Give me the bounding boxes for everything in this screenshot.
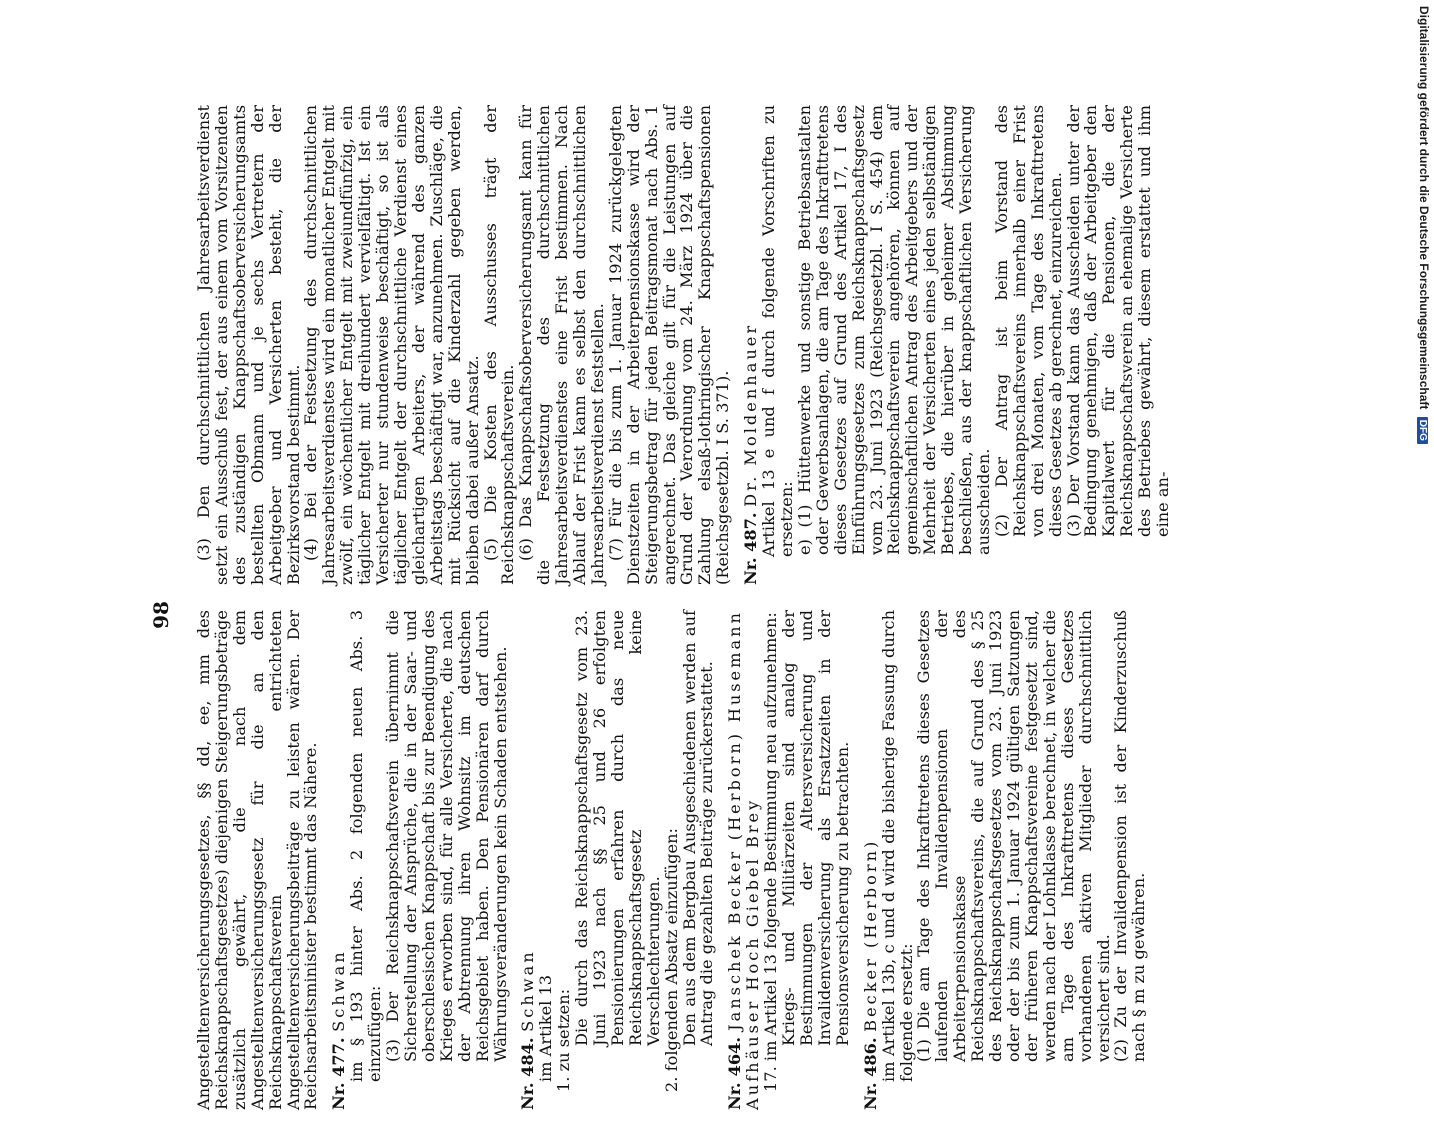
right-column <box>195 105 1172 585</box>
paragraph: Die durch das Reichsknappschaftsgesetz vom 23. Juni 1923 nach §§ 25 und 26 erfolgten Pensionierungen erfahren durch das neue Reichsknappschaftsgesetz keine Verschlechterungen. <box>572 610 663 1046</box>
motion-heading <box>742 105 760 585</box>
paragraph: (5) Die Kosten des Ausschusses trägt der Reichsknappschaftsverein. <box>480 105 518 585</box>
paragraph: Den aus dem Bergbau Ausgeschiedenen werden auf Antrag die gezahlten Beiträge zurückerstattet. <box>679 610 717 1046</box>
paragraph: (4) Bei der Festsetzung des durchschnittlichen Jahresarbeitsverdienstes wird ein monatlicher Entgelt mit zwölf, ein wöchentlicher Entgelt mit zweiundfünfzig, ein täglicher Entgelt mit dreihundert vervielfältigt. Ist ein Versicherter nur stundenweise beschäftigt, so ist als täglicher Entgelt der durchschnittliche Verdienst eines gleichartigen Arbeiters, der während des ganzen Arbeitstags beschäftigt war, anzunehmen. Zuschläge, die mit Rücksicht auf die Kinderzahl gegeben werden, bleiben dabei außer Ansatz. <box>301 105 482 585</box>
paragraph: (3) Der Reichsknappschaftsverein übernimmt die Sicherstellung der Ansprüche, die in der Saar- und oberschlesischen Knappschaft bis zur Beendigung des Krieges erworben sind, für alle Versicherte, die nach der Abtrennung ihren Wohnsitz im deutschen Reichsgebiet haben. Den Pensionären darf durch Währungsveränderungen kein Schaden entstehen. <box>383 610 510 1062</box>
paragraph: im Artikel 13 <box>536 974 556 1082</box>
paragraph: im Artikel 13b, c und d wird die bisherige Fassung durch folgende ersetzt: <box>878 610 916 1082</box>
paragraph: (3) Der Vorstand kann das Ausscheiden unter der Bedingung genehmigen, daß der Arbeitgeber den Kapitalwert für die Pensionen, die der Reichsknappschaftsverein an ehemalige Versicherte des Betriebes gewährt, diesem erstattet und ihm eine an- <box>1063 105 1173 537</box>
motion-number: Nr. 484. <box>518 1037 538 1110</box>
paragraph: (7) Für die bis zum 1. Januar 1924 zurückgelegten Dienstzeiten in der Arbeiterpensionskasse wird der Steigerungsbetrag für jeden Beitragsmonat nach Abs. 1 angerechnet. Das gleiche gilt für die Leistungen auf Grund der Verordnung vom 24. März 1924 über die Zahlung elsaß-lothringischer Knappschaftspensionen (Reichsgesetzbl. I S. 371). <box>605 105 733 585</box>
motion-sponsors: Dr. Moldenhauer <box>741 322 761 507</box>
motion-heading <box>519 610 537 1110</box>
motion-sponsors: Becker (Herborn) <box>860 838 880 1032</box>
motion-heading <box>862 610 880 1110</box>
page-number: 98 <box>149 601 173 629</box>
dfg-logo: DFG <box>1417 417 1428 444</box>
motion-number: Nr. 477. <box>329 1037 349 1110</box>
paragraph: 17. im Artikel 13 folgende Bestimmung neu aufzunehmen: <box>761 612 781 1092</box>
paragraph: (1) Die am Tage des Inkrafttretens dieses Gesetzes laufenden Invalidenpensionen der Arbeiterpensionskasse des Reichsknappschaftsvereins, die auf Grund des § 25 des Reichsknappschaftsgesetzes vom 23. Juni 1923 oder der bis zum 1. Januar 1924 gültigen Satzungen der früheren Knappschaftsvereine festgesetzt sind, werden nach der Lohnklasse berechnet, in welcher die am Tage des Inkrafttretens dieses Gesetzes vorhandenen aktiven Mitglieder durchschnittlich versichert sind. <box>914 610 1113 1062</box>
motion-heading <box>726 610 762 1110</box>
paragraph: 1. zu setzen: <box>554 988 574 1092</box>
paragraph: (3) Den durchschnittlichen Jahresarbeitsverdienst setzt ein Ausschuß fest, der aus einem vom Vorsitzenden des zuständigen Knappschaftsoberversicherungsamts bestellten Obmann und je sechs Vertretern der Arbeitgeber und Versicherten besteht, die der Bezirksvorstand bestimmt. <box>194 105 303 585</box>
paragraph: 2. folgenden Absatz einzufügen: <box>661 828 681 1092</box>
paragraph: Kriegs- und Militärzeiten sind analog der Bestimmungen der Altersversicherung und Invalidenversicherung als Ersatzzeiten in der Pensionsversicherung zu betrachten. <box>779 610 852 1046</box>
paragraph: (6) Das Knappschaftsoberversicherungsamt kann für die Festsetzung des durchschnittlichen Jahresarbeitsverdienstes eine Frist bestimmen. Nach Ablauf der Frist kann es selbst den durchschnittlichen Jahresarbeitsverdienst feststellen. <box>516 105 607 585</box>
motion-number: Nr. 486. <box>860 1037 880 1110</box>
motion-number: Nr. 487. <box>741 512 761 585</box>
paragraph: im § 193 hinter Abs. 2 folgenden neuen Abs. 3 einzufügen: <box>347 610 385 1082</box>
paragraph: Angestelltenversicherungsgesetzes, §§ dd, ee, mm des Reichsknappschaftsgesetzes) diejenigen Steigerungsbeträge zusätzlich gewährt, die nach dem Angestelltenversicherungsgesetz für die an den Reichsknappschaftsverein entrichteten Angestelltenversicherungsbeiträge zu leisten wären. Der Reichsarbeitsminister bestimmt das Nähere. <box>194 610 321 1110</box>
credit-text: Digitalisierung gefördert durch die Deutsche Forschungsgemeinschaft <box>1417 6 1431 410</box>
paragraph: (2) Zu der Invalidenpension ist der Kinderzuschuß nach § m zu gewähren. <box>1111 610 1149 1062</box>
left-column <box>195 610 1148 1110</box>
paragraph: Artikel 13 e und f durch folgende Vorschriften zu ersetzen: <box>759 105 796 557</box>
motion-sponsors: Schwan <box>329 949 349 1032</box>
motion-heading <box>330 610 348 1110</box>
motion-sponsors: Schwan <box>518 949 538 1032</box>
motion-number: Nr. 464. <box>725 1037 745 1110</box>
motion-sponsors: Janschek Becker (Herborn) Husemann Aufhäuser Hoch Giebel Brey <box>725 610 763 1110</box>
digitization-credit <box>1405 6 1431 996</box>
credit-text-wrapper <box>1417 6 1431 444</box>
paragraph: (2) Der Antrag ist beim Vorstand des Reichsknappschaftsvereins innerhalb einer Frist von drei Monaten, vom Tage des Inkrafttretens dieses Gesetzes ab gerechnet, einzureichen. <box>991 105 1065 537</box>
rotated-document-page <box>125 90 1335 1140</box>
paragraph: e) (1) Hüttenwerke und sonstige Betriebsanstalten oder Gewerbsanlagen, die am Tage des Inkrafttretens dieses Gesetzes auf Grund des Artikel 17, I des Einführungsgesetzes zum Reichsknappschaftsgesetz vom 23. Juni 1923 (Reichsgesetzbl. I S. 454) dem Reichsknappschaftsverein angehören, können auf gemeinschaftlichen Antrag des Arbeitgebers und der Mehrheit der Versicherten eines jeden selbständigen Betriebes, die hierüber in geheimer Abstimmung beschließen, aus der knappschaftlichen Versicherung ausscheiden. <box>794 105 993 555</box>
